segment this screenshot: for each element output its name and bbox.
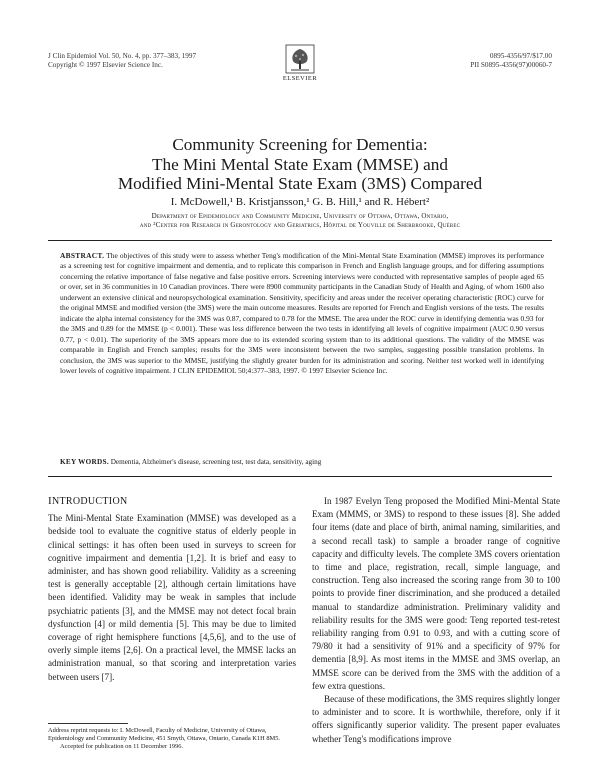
journal-reference: [48, 52, 196, 70]
author-list: I. McDowell,¹ B. Kristjansson,¹ G. B. Hill,¹ and R. Hébert²: [170, 196, 430, 208]
intro-paragraph-1: The Mini-Mental State Examination (MMSE) was developed as a bedside tool to evaluate the cognitive status of elderly people in clinical settings: it has often been used in surveys to screen for cognitive impairment and dementia [1,2]. It is brief and easy to administer, and has shown good reliability. Validity as a screening test is generally acceptable [2], although certain limitations have been identified. Validity may be weak in samples that include psychiatric patients [3], and the MMSE may not detect focal brain dysfunction [4] or mild dementia [5]. This may be due to limited coverage of right hemisphere functions [4,5,6], and to the use of overly simple items [2,6]. On a practical level, the MMSE lacks an administration manual, so that scoring and interpretation varies between users [7].: [48, 513, 296, 682]
abstract: [60, 251, 544, 376]
pii-number: PII S0895-4356(97)00060-7: [470, 61, 552, 69]
keywords-text: Dementia, Alzheimer's disease, screening test, test data, sensitivity, aging: [110, 458, 322, 466]
right-paragraph-2: Because of these modifications, the 3MS requires slightly longer to administer and to score. It is worthwhile, therefore, only if it offers significantly superior validity. The present paper evaluates whether Teng's modifications improve: [312, 694, 560, 744]
affiliations: [40, 212, 560, 231]
left-column: [48, 495, 296, 684]
heading-initial: I: [48, 495, 52, 507]
footnote-address: Address reprint requests to: I. McDowell, Faculty of Medicine, University of Ottawa, Epidemiology and Community Medicine, 451 Smyth, Ottawa, Ontario, Canada K1H 8M5.: [48, 727, 280, 743]
footnote-accepted: Accepted for publication on 11 December 1996.: [60, 743, 184, 751]
affiliation-line-2: and ²Center for Research in Gerontology and Geriatrics, Hôpital de Youville de Sherbrooke, Québec: [139, 221, 461, 230]
issn-block: [470, 52, 552, 70]
publisher-logo: [270, 44, 330, 82]
title-line-1: Community Screening for Dementia:: [172, 135, 428, 154]
right-column: [312, 495, 560, 746]
keywords: [60, 458, 544, 466]
bottom-divider: [48, 476, 552, 477]
keywords-label: KEY WORDS.: [60, 458, 109, 466]
introduction-heading: [48, 495, 296, 508]
title-line-3: Modified Mini-Mental State Exam (3MS) Compared: [117, 174, 483, 194]
top-divider: [48, 240, 552, 241]
publisher-name: ELSEVIER: [282, 75, 318, 82]
article-title: [40, 135, 560, 194]
heading-rest: NTRODUCTION: [51, 496, 128, 507]
abstract-label: ABSTRACT.: [60, 251, 105, 260]
abstract-text: The objectives of this study were to assess whether Teng's modification of the Mini-Mental State Examination (MMSE) improves its performance as a screening test for cognitive impairment and dementia, and to replicate this comparison in French and English language groups, and for differing assumptions concerning the relative importance of false negative and false positive errors. Screening interviews were conducted with representative samples of people aged 65 or over, set in 36 communities in 10 Canadian provinces. There were 8900 community participants in the Canadian Study of Health and Aging, of whom 1600 also underwent an extensive clinical and neuropsychological examination. Sensitivity, specificity and areas under the receiver operating characteristic (ROC) curve for the original MMSE and modified version (the 3MS) were the main outcome measures. Results are reported for French and English versions of the tests. The results indicate the alpha internal consistency for the 3MS was 0.87, compared to 0.78 for the MMSE. The area under the ROC curve in identifying dementia was 0.93 for the 3MS and 0.89 for the MMSE (p < 0.001). These was less difference between the two tests in identifying all levels of cognitive impairment (AUC 0.90 versus 0.77, p < 0.01). The superiority of the 3MS appears more due to its extended scoring system than to its additional questions. The validity of the MMSE was comparable in English and French samples; results for the 3MS were inconsistent between the two samples, suggesting possible translation problems. In conclusion, the 3MS was superior to the MMSE, justifying the slightly greater burden for its administration and scoring. Neither test worked well in identifying lower levels of cognitive impairment. J CLIN EPIDEMIOL 50;4:377–383, 1997. © 1997 Elsevier Science Inc.: [60, 251, 544, 375]
title-line-2: The Mini Mental State Exam (MMSE) and: [152, 154, 448, 174]
journal-citation: J Clin Epidemiol Vol. 50, No. 4, pp. 377–383, 1997: [48, 52, 197, 60]
affiliation-line-1: Department of Epidemiology and Community Medicine, University of Ottawa, Ottawa, Ontario,: [151, 212, 449, 220]
right-paragraph-1: In 1987 Evelyn Teng proposed the Modified Mini-Mental State Exam (MMMS, or 3MS) to respond to these issues [8]. She added four items (date and place of birth, animal naming, similarities, and a second recall task) to sample a broader range of cognitive capacity and difficulty levels. The complete 3MS covers orientation to time and place, registration, recall, simple language, and construction. Teng also increased the scoring range from 30 to 100 points to provide finer discrimination, and she produced a detailed manual to standardize administration. Preliminary validity and reliability results for the 3MS were good: Teng reported test-retest reliability ranging from 0.91 to 0.93, and with a cutting score of 79/80 it had a sensitivity of 91% and a specificity of 97% for dementia [8,9]. As most items in the MMSE and 3MS overlap, an MMSE score can be derived from the 3MS with the addition of a few extra questions.: [312, 496, 560, 691]
issn-price: 0895-4356/97/$17.00: [489, 52, 552, 60]
elsevier-tree-icon: [285, 44, 315, 74]
copyright-line: Copyright © 1997 Elsevier Science Inc.: [48, 61, 163, 69]
footnote-rule: [48, 723, 128, 724]
footnotes: [48, 723, 296, 752]
